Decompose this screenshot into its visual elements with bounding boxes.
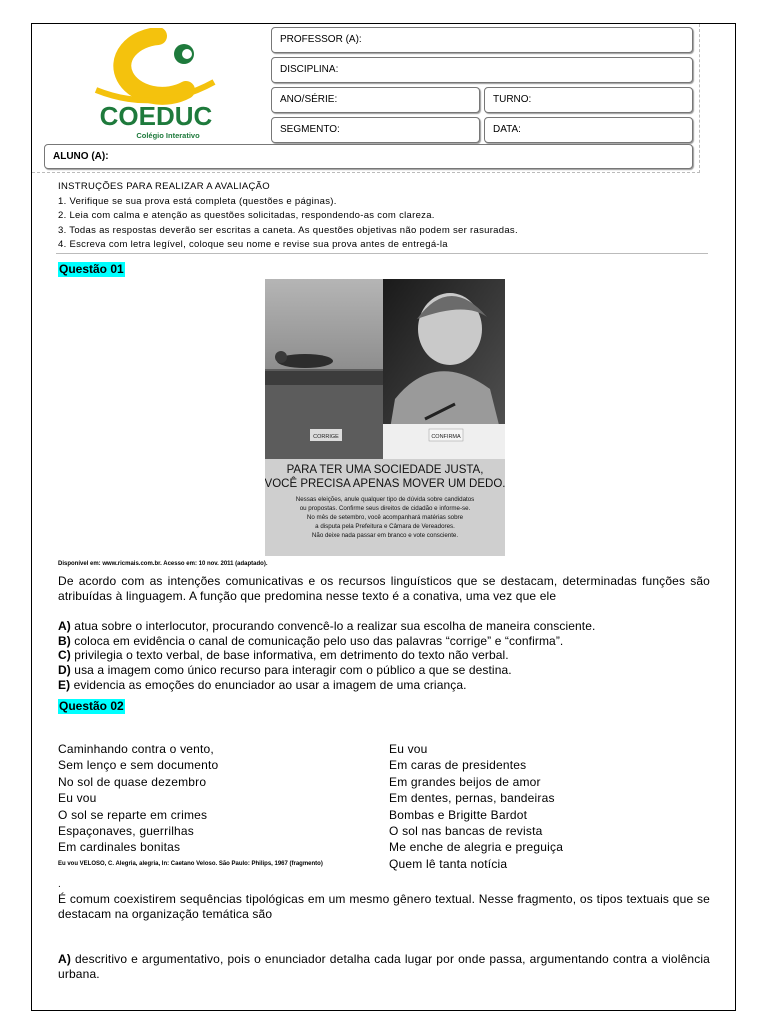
option-letter: D): [58, 663, 71, 678]
question-01-statement: De acordo com as intenções comunicativas e os recursos linguísticos que se destacam, determinadas funções são atribuídas à linguagem. A função que predomina nesse texto é a conativa, uma vez que ele: [58, 574, 710, 603]
option-letter: A): [58, 619, 71, 633]
disciplina-field[interactable]: [271, 57, 693, 83]
poem-line: Bombas e Brigitte Bardot: [389, 807, 528, 822]
campaign-advertisement-image: [265, 279, 505, 556]
option-letter: E): [58, 677, 71, 692]
poem-line: Quem lê tanta notícia: [389, 856, 508, 871]
ad-body-line: a disputa pela Prefeitura e Câmara de Vereadores.: [315, 523, 455, 530]
poem-line: Espaçonaves, guerrilhas: [58, 824, 195, 839]
aluno-label: ALUNO (A):: [53, 151, 109, 162]
option-text: descritivo e argumentativo, pois o enunciador detalha cada lugar por onde passa, argumentando contra a violência urbana.: [58, 952, 710, 981]
poem-source: Eu vou VELOSO, C. Alegria, alegria, In: Caetano Veloso. São Paulo: Philips, 1967 (fragmento): [58, 861, 323, 867]
option-c[interactable]: [58, 648, 710, 663]
instruction-item: 2. Leia com calma e atenção as questões solicitadas, respondendo-as com clareza.: [58, 210, 435, 221]
ad-label-corrige: CORRIGE: [313, 434, 339, 440]
option-letter: B): [58, 633, 71, 648]
ad-body-line: Não deixe nada passar em branco e vote consciente.: [311, 532, 459, 539]
question-01-source: Disponível em: www.ricmais.com.br. Acesso em: 10 nov. 2011 (adaptado).: [58, 561, 268, 567]
instructions-title: INSTRUÇÕES PARA REALIZAR A AVALIAÇÃO: [58, 181, 270, 192]
disciplina-label: DISCIPLINA:: [280, 64, 339, 75]
question-02-title: Questão 02: [59, 699, 124, 713]
option-text: usa a imagem como único recurso para interagir com o público a que se destina.: [70, 663, 512, 678]
option-text: evidencia as emoções do enunciador ao usar a imagem de uma criança.: [70, 677, 467, 692]
poem-line: Eu vou: [389, 742, 428, 756]
question-01-title: Questão 01: [59, 262, 124, 276]
ano-serie-label: ANO/SÉRIE:: [280, 94, 338, 105]
svg-text:COEDUC: COEDUC: [99, 101, 213, 131]
data-field[interactable]: [484, 117, 693, 143]
exam-header: [32, 24, 700, 173]
option-text: coloca em evidência o canal de comunicação pelo uso das palavras “corrige” e “confirma”.: [70, 633, 564, 648]
stray-dot: .: [58, 879, 61, 890]
poem-line: No sol de quase dezembro: [58, 774, 207, 789]
poem-line: Caminhando contra o vento,: [58, 742, 214, 756]
poem-line: Eu vou: [58, 791, 97, 806]
poem-line: Em grandes beijos de amor: [389, 774, 541, 789]
option-b[interactable]: [58, 634, 710, 649]
poem-right-column: [389, 741, 563, 872]
data-label: DATA:: [493, 124, 521, 135]
poem-left-column: [58, 741, 218, 856]
poem-line: Em cardinales bonitas: [58, 840, 181, 855]
professor-label: PROFESSOR (A):: [280, 34, 362, 45]
option-letter: A): [58, 952, 71, 966]
ad-body-line: Nessas eleições, anule qualquer tipo de dúvida sobre candidatos: [295, 496, 475, 503]
question-02-statement: É comum coexistirem sequências tipológicas em um mesmo gênero textual. Nesse fragmento, os tipos textuais que se destacam na organização temática são: [58, 892, 710, 921]
instruction-item: 3. Todas as respostas deverão ser escritas a caneta. As questões objetivas não podem ser rasuradas.: [58, 224, 518, 236]
turno-field[interactable]: [484, 87, 693, 113]
turno-label: TURNO:: [493, 94, 532, 105]
instructions: [58, 180, 518, 253]
ano-serie-field[interactable]: [271, 87, 480, 113]
option-a[interactable]: [58, 952, 710, 981]
instruction-item: 1. Verifique se sua prova está completa (questões e páginas).: [58, 195, 337, 207]
ad-headline-2: VOCÊ PRECISA APENAS MOVER UM DEDO.: [265, 478, 505, 490]
option-letter: C): [58, 648, 71, 663]
ad-body-line: No mês de setembro, você acompanhará matérias sobre: [306, 514, 464, 521]
segmento-field[interactable]: [271, 117, 480, 143]
poem-line: Em caras de presidentes: [389, 758, 527, 773]
poem-line: O sol se reparte em crimes: [58, 807, 208, 822]
option-text: privilegia o texto verbal, de base informativa, em detrimento do texto não verbal.: [70, 648, 509, 663]
exam-page: [31, 23, 736, 1011]
poem-line: Sem lenço e sem documento: [58, 758, 219, 773]
option-d[interactable]: [58, 663, 710, 678]
option-text: atua sobre o interlocutor, procurando convencê-lo a realizar sua escolha de maneira consciente.: [70, 619, 596, 633]
question-01-options: [58, 619, 710, 693]
instruction-item: 4. Escreva com letra legível, coloque seu nome e revise sua prova antes de entregá-la: [58, 239, 448, 250]
aluno-field[interactable]: [44, 144, 693, 169]
option-a[interactable]: [58, 619, 710, 634]
poem-line: Em dentes, pernas, bandeiras: [389, 791, 555, 806]
segmento-label: SEGMENTO:: [280, 124, 340, 135]
poem-line: O sol nas bancas de revista: [389, 824, 543, 839]
poem-line: Me enche de alegria e preguiça: [389, 840, 564, 855]
svg-text:Colégio Interativo: Colégio Interativo: [136, 131, 200, 140]
ad-headline-1: PARA TER UMA SOCIEDADE JUSTA,: [286, 464, 484, 476]
coeduc-logo: [66, 28, 246, 140]
ad-illustration: [265, 279, 505, 556]
divider: [56, 253, 708, 254]
ad-body-line: ou propostas. Confirme seus direitos de cidadão e informe-se.: [299, 505, 471, 512]
ad-label-confirma: CONFIRMA: [431, 434, 461, 440]
option-e[interactable]: [58, 678, 710, 693]
professor-field[interactable]: [271, 27, 693, 53]
